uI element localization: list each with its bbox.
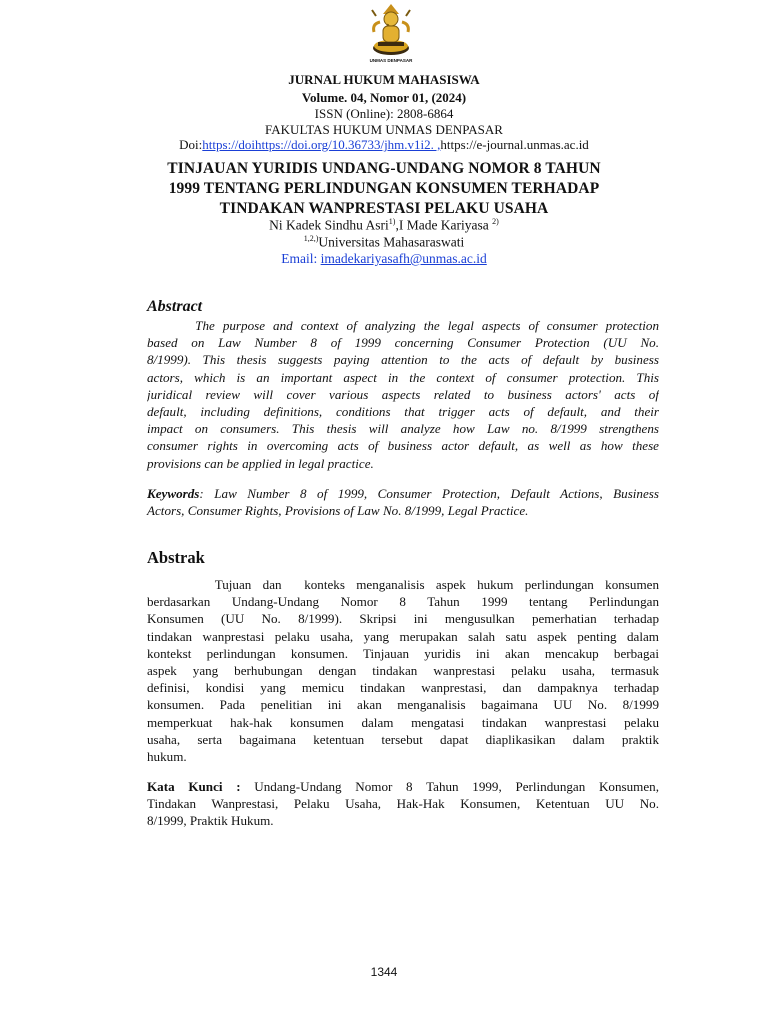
paper-title-line-3: TINDAKAN WANPRESTASI PELAKU USAHA — [219, 200, 549, 217]
kata-kunci-label: Kata Kunci : — [147, 779, 255, 794]
affiliation-sup: 1,2,) — [303, 234, 319, 243]
abstrak-line: hukum. — [147, 748, 187, 764]
abstrak-line: Tujuan dan konteks menganalisis aspek hukum perlindungan konsumen — [147, 577, 659, 592]
journal-name: JURNAL HUKUM MAHASISWA — [288, 72, 480, 87]
keywords-line — [147, 485, 659, 502]
affiliation-line — [0, 234, 768, 251]
doi-prefix: Doi: — [179, 137, 203, 152]
abstrak-line: definisi, kondisi yang memicu tindakan wanprestasi, dan dampaknya terhadap — [147, 680, 659, 696]
author-2-sup: 2) — [492, 217, 499, 226]
abstract-heading: Abstract — [147, 298, 203, 315]
abstract-line: provisions can be applied in legal practice. — [147, 455, 374, 471]
doi-line — [0, 137, 768, 152]
paper-title-line-1: TINJAUAN YURIDIS UNDANG-UNDANG NOMOR 8 TAHUN — [167, 160, 601, 177]
faculty-name: FAKULTAS HUKUM UNMAS DENPASAR — [265, 122, 503, 137]
author-1-sup: 1) — [388, 217, 396, 226]
kata-kunci-line: 8/1999, Praktik Hukum. — [147, 813, 274, 829]
kata-kunci-line: Tindakan Wanprestasi, Pelaku Usaha, Hak-Hak Konsumen, Ketentuan UU No. — [147, 796, 659, 812]
abstract-line: based on Law Number 8 of 1999 concerning Consumer Protection (UU No. — [147, 335, 659, 351]
email-label: Email: — [281, 251, 321, 266]
abstrak-line: tindakan wanprestasi pelaku usaha, yang merupakan salah satu aspek penting dalam — [147, 628, 659, 644]
affiliation: Universitas Mahasaraswati — [318, 234, 465, 250]
keywords-label: Keywords — [147, 486, 200, 501]
author-1: Ni Kadek Sindhu Asri — [269, 217, 389, 233]
page-number: 1344 — [370, 965, 398, 979]
abstract-line: The purpose and context of analyzing the legal aspects of consumer protection — [147, 318, 659, 333]
abstrak-line: konsumen. Pada penelitian ini akan menganalisis bagaimana UU No. 8/1999 — [147, 697, 659, 713]
university-logo — [366, 2, 416, 66]
abstract-line: default, including definitions, conditions that trigger acts of default, and their — [147, 403, 659, 419]
abstract-line: actors, which is an important aspect in the context of consumer protection. This — [147, 369, 659, 385]
email-link[interactable]: imadekariyasafh@unmas.ac.id — [320, 251, 487, 266]
author-separator: ,I Made Kariyasa — [395, 217, 493, 233]
logo-caption: UNMAS DENPASAR — [369, 58, 413, 63]
abstract-line: impact on consumers. This thesis will analyze how Law no. 8/1999 strengthens — [147, 421, 659, 437]
abstrak-line: aspek yang berhubungan dengan tindakan wanprestasi pelaku usaha, termasuk — [147, 662, 659, 678]
abstrak-line: memperkuat hak-hak konsumen dalam mengatasi tindakan wanprestasi pelaku — [147, 714, 659, 730]
abstrak-heading: Abstrak — [147, 548, 205, 567]
abstrak-line: Konsumen (UU No. 8/1999). Skripsi ini mengusulkan pemerhatian terhadap — [147, 611, 659, 627]
kata-kunci-text: Undang-Undang Nomor 8 Tahun 1999, Perlindungan Konsumen, — [254, 779, 659, 794]
abstract-line: 8/1999). This thesis suggests paying attention to the acts of default by business — [147, 352, 659, 368]
abstract-body — [147, 317, 659, 472]
abstrak-body — [147, 576, 659, 765]
paper-title-line-2: 1999 TENTANG PERLINDUNGAN KONSUMEN TERHADAP — [168, 180, 600, 197]
kata-kunci-line — [147, 778, 659, 795]
abstrak-line: berdasarkan Undang-Undang Nomor 8 Tahun 1999 tentang Perlindungan — [147, 594, 659, 610]
journal-url: https://e-journal.unmas.ac.id — [440, 137, 589, 152]
volume-info: Volume. 04, Nomor 01, (2024) — [301, 90, 467, 105]
keywords-block — [147, 485, 659, 519]
kata-kunci-block — [147, 778, 659, 830]
ganesha-emblem-icon — [366, 2, 416, 66]
keywords-line: Actors, Consumer Rights, Provisions of Law No. 8/1999, Legal Practice. — [147, 503, 529, 519]
abstrak-line: kontekst perlindungan konsumen. Tinjauan yuridis ini akan mencakup berbagai — [147, 645, 659, 661]
keywords-text: : Law Number 8 of 1999, Consumer Protection, Default Actions, Business — [199, 486, 659, 501]
issn: ISSN (Online): 2808-6864 — [314, 106, 454, 121]
abstract-line: consumer rights in overcoming acts of business actor default, as well as how these — [147, 438, 659, 454]
abstract-line: juridical review will cover various aspects related to business actors' acts of — [147, 386, 659, 402]
abstrak-line: usaha, serta bagaimana ketentuan tersebut dapat diaplikasikan dalam praktik — [147, 731, 659, 747]
doi-link[interactable]: https://doihttps://doi.org/10.36733/jhm.v1i2. , — [202, 137, 441, 152]
email-line — [0, 251, 768, 267]
authors-line — [0, 217, 768, 234]
